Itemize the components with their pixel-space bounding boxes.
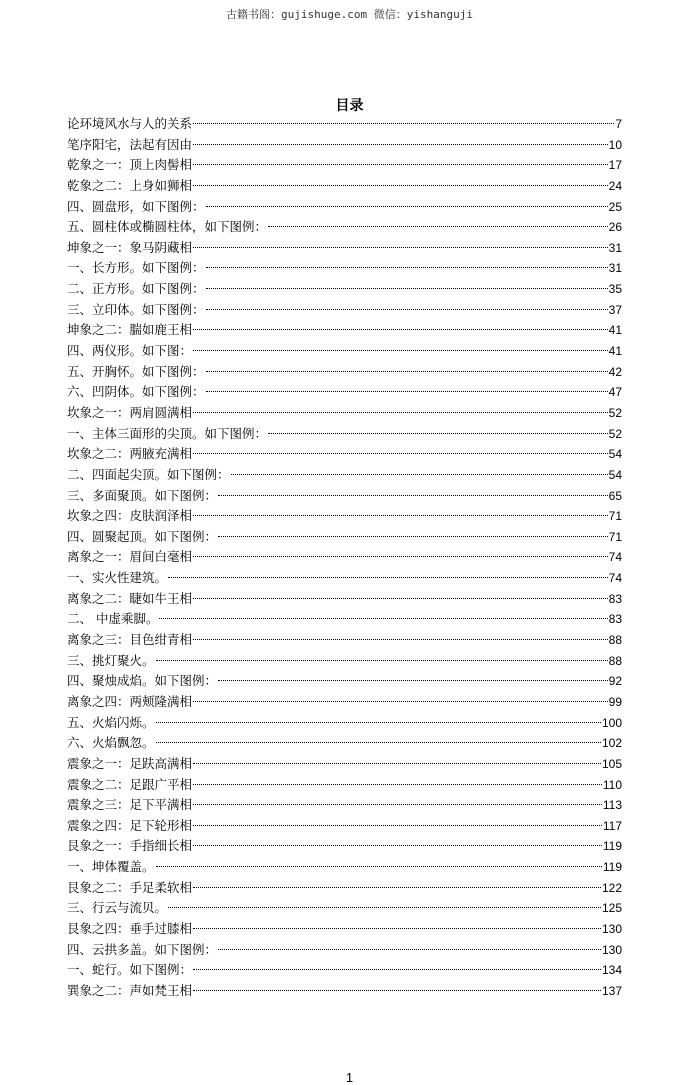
dot-leader bbox=[218, 949, 601, 950]
toc-entry-label: 五、开胸怀。如下图例： bbox=[67, 363, 205, 379]
toc-entry-page: 41 bbox=[608, 323, 622, 338]
toc-entry-label: 二、正方形。如下图例： bbox=[67, 281, 205, 297]
toc-entry[interactable] bbox=[67, 217, 622, 238]
toc-entry-page: 83 bbox=[608, 591, 622, 606]
toc-entry-label: 震象之一：足趺高满相 bbox=[67, 755, 193, 771]
toc-entry-page: 117 bbox=[602, 818, 622, 833]
toc-entry-label: 四、圆聚起顶。如下图例： bbox=[67, 528, 218, 544]
toc-entry-label: 五、圆柱体或椭圆柱体，如下图例： bbox=[67, 219, 268, 235]
toc-entry[interactable] bbox=[67, 527, 622, 548]
toc-entry[interactable] bbox=[67, 630, 622, 651]
toc-entry-label: 一、长方形。如下图例： bbox=[67, 260, 205, 276]
toc-entry-label: 震象之二：足跟广平相 bbox=[67, 776, 193, 792]
toc-entry-page: 31 bbox=[608, 240, 622, 255]
toc-entry-page: 41 bbox=[608, 344, 622, 359]
toc-entry-label: 笔序阳宅，法起有因由 bbox=[67, 136, 193, 152]
toc-entry[interactable] bbox=[67, 568, 622, 589]
dot-leader bbox=[193, 329, 608, 330]
toc-entry-label: 艮象之一：手指细长相 bbox=[67, 838, 193, 854]
toc-entry[interactable] bbox=[67, 506, 622, 527]
dot-leader bbox=[193, 701, 608, 702]
toc-entry[interactable] bbox=[67, 671, 622, 692]
toc-entry[interactable] bbox=[67, 775, 622, 796]
toc-entry-label: 四、圆盘形，如下图例： bbox=[67, 198, 205, 214]
toc-entry-page: 102 bbox=[601, 736, 622, 751]
toc-entry[interactable] bbox=[67, 960, 622, 981]
toc-entry[interactable] bbox=[67, 733, 622, 754]
dot-leader bbox=[193, 928, 601, 929]
toc-entry-label: 离象之四：两颊隆满相 bbox=[67, 693, 193, 709]
dot-leader bbox=[193, 556, 608, 557]
dot-leader bbox=[193, 123, 614, 124]
toc-entry[interactable] bbox=[67, 898, 622, 919]
dot-leader bbox=[193, 969, 601, 970]
toc-entry-page: 74 bbox=[608, 550, 622, 565]
toc-entry-page: 130 bbox=[601, 942, 622, 957]
dot-leader bbox=[168, 577, 608, 578]
toc-entry-page: 17 bbox=[608, 158, 622, 173]
toc-entry-label: 坤象之一：象马阴藏相 bbox=[67, 239, 193, 255]
dot-leader bbox=[193, 185, 608, 186]
dot-leader bbox=[193, 639, 608, 640]
toc-entry-page: 88 bbox=[608, 653, 622, 668]
toc-entry-label: 坤象之二：腨如鹿王相 bbox=[67, 322, 193, 338]
toc-entry[interactable] bbox=[67, 320, 622, 341]
toc-entry[interactable] bbox=[67, 176, 622, 197]
toc-entry-label: 坎象之四：皮肤润泽相 bbox=[67, 508, 193, 524]
dot-leader bbox=[268, 226, 608, 227]
dot-leader bbox=[218, 536, 608, 537]
toc-entry-label: 离象之三：目色绀青相 bbox=[67, 632, 193, 648]
dot-leader bbox=[206, 288, 608, 289]
toc-entry[interactable] bbox=[67, 155, 622, 176]
toc-entry[interactable] bbox=[67, 444, 622, 465]
toc-entry-label: 巽象之二：声如梵王相 bbox=[67, 982, 193, 998]
toc-entry-label: 一、实火性建筑。 bbox=[67, 570, 168, 586]
toc-entry-page: 71 bbox=[608, 529, 622, 544]
toc-entry[interactable] bbox=[67, 713, 622, 734]
toc-entry-page: 122 bbox=[601, 880, 622, 895]
dot-leader bbox=[193, 412, 608, 413]
toc-entry[interactable] bbox=[67, 857, 622, 878]
toc-entry-page: 137 bbox=[601, 983, 622, 998]
toc-entry-page: 26 bbox=[608, 220, 622, 235]
toc-entry-label: 三、多面聚顶。如下图例： bbox=[67, 487, 218, 503]
toc-entry[interactable] bbox=[67, 424, 622, 445]
toc-entry[interactable] bbox=[67, 300, 622, 321]
toc-entry-page: 125 bbox=[601, 901, 622, 916]
dot-leader bbox=[206, 267, 608, 268]
toc-entry[interactable] bbox=[67, 362, 622, 383]
dot-leader bbox=[193, 990, 601, 991]
toc-entry-page: 37 bbox=[608, 302, 622, 317]
toc-entry-page: 10 bbox=[608, 137, 622, 152]
toc-entry-page: 54 bbox=[608, 467, 622, 482]
toc-entry-label: 离象之一：眉间白毫相 bbox=[67, 549, 193, 565]
dot-leader bbox=[218, 495, 608, 496]
dot-leader bbox=[206, 206, 608, 207]
toc-entry-page: 52 bbox=[608, 426, 622, 441]
toc-entry[interactable] bbox=[67, 382, 622, 403]
toc-entry-label: 震象之三：足下平满相 bbox=[67, 797, 193, 813]
toc-entry-page: 100 bbox=[601, 715, 622, 730]
dot-leader bbox=[206, 309, 608, 310]
toc-entry[interactable] bbox=[67, 589, 622, 610]
toc-entry[interactable] bbox=[67, 238, 622, 259]
dot-leader bbox=[193, 845, 602, 846]
toc-entry[interactable] bbox=[67, 403, 622, 424]
toc-entry[interactable] bbox=[67, 258, 622, 279]
toc-entry[interactable] bbox=[67, 114, 622, 135]
toc-entry-label: 论环境风水与人的关系 bbox=[67, 116, 193, 131]
toc-entry[interactable] bbox=[67, 754, 622, 775]
table-of-contents bbox=[67, 114, 622, 1002]
toc-entry-label: 四、两仪形。如下图： bbox=[67, 343, 193, 359]
toc-entry[interactable] bbox=[67, 609, 622, 630]
dot-leader bbox=[193, 453, 608, 454]
toc-entry-label: 六、火焰飘忽。 bbox=[67, 735, 155, 751]
dot-leader bbox=[156, 722, 601, 723]
page-title: 目录 bbox=[335, 98, 364, 114]
toc-entry[interactable] bbox=[67, 279, 622, 300]
toc-entry-page: 25 bbox=[608, 199, 622, 214]
toc-entry-label: 一、坤体覆盖。 bbox=[67, 859, 155, 875]
toc-entry-page: 110 bbox=[602, 777, 622, 792]
toc-entry-page: 54 bbox=[608, 447, 622, 462]
toc-entry[interactable] bbox=[67, 940, 622, 961]
toc-entry-page: 35 bbox=[608, 282, 622, 297]
toc-entry-page: 105 bbox=[601, 756, 622, 771]
toc-entry-label: 乾象之二：上身如狮相 bbox=[67, 177, 193, 193]
dot-leader bbox=[193, 784, 602, 785]
toc-entry-page: 83 bbox=[608, 612, 622, 627]
toc-entry-label: 震象之四：足下轮形相 bbox=[67, 817, 193, 833]
toc-entry-label: 四、云拱多盖。如下图例： bbox=[67, 941, 218, 957]
dot-leader bbox=[268, 433, 608, 434]
toc-entry-page: 47 bbox=[608, 385, 622, 400]
toc-entry[interactable] bbox=[67, 692, 622, 713]
toc-entry-label: 乾象之一：顶上肉髻相 bbox=[67, 157, 193, 173]
toc-entry-page: 134 bbox=[601, 963, 622, 978]
toc-entry-label: 五、火焰闪烁。 bbox=[67, 714, 155, 730]
toc-entry-page: 113 bbox=[602, 798, 622, 813]
toc-entry[interactable] bbox=[67, 816, 622, 837]
toc-entry-label: 一、主体三面形的尖顶。如下图例： bbox=[67, 425, 268, 441]
dot-leader bbox=[193, 763, 601, 764]
toc-entry[interactable] bbox=[67, 486, 622, 507]
toc-entry-label: 六、凹阴体。如下图例： bbox=[67, 384, 205, 400]
dot-leader bbox=[193, 825, 602, 826]
toc-entry-label: 艮象之四：垂手过膝相 bbox=[67, 920, 193, 936]
toc-entry[interactable] bbox=[67, 135, 622, 156]
toc-entry[interactable] bbox=[67, 197, 622, 218]
toc-entry-page: 119 bbox=[602, 860, 622, 875]
toc-entry-page: 119 bbox=[602, 839, 622, 854]
toc-entry[interactable] bbox=[67, 341, 622, 362]
toc-entry-page: 71 bbox=[608, 509, 622, 524]
dot-leader bbox=[231, 474, 608, 475]
dot-leader bbox=[193, 164, 608, 165]
toc-entry[interactable] bbox=[67, 795, 622, 816]
toc-entry-page: 65 bbox=[608, 488, 622, 503]
dot-leader bbox=[193, 247, 608, 248]
page-number: 1 bbox=[345, 1070, 354, 1085]
dot-leader bbox=[193, 598, 608, 599]
dot-leader bbox=[193, 515, 608, 516]
toc-entry-page: 42 bbox=[608, 364, 622, 379]
toc-entry[interactable] bbox=[67, 878, 622, 899]
toc-entry-label: 一、蛇行。如下图例： bbox=[67, 962, 193, 978]
toc-entry[interactable] bbox=[67, 981, 622, 1002]
dot-leader bbox=[156, 866, 602, 867]
toc-entry-label: 坎象之二：两腋充满相 bbox=[67, 446, 193, 462]
toc-entry-page: 31 bbox=[608, 261, 622, 276]
toc-entry-label: 二、 中虚乘脚。 bbox=[67, 611, 159, 627]
dot-leader bbox=[206, 371, 608, 372]
toc-entry-label: 三、挑灯聚火。 bbox=[67, 652, 155, 668]
dot-leader bbox=[193, 887, 601, 888]
toc-entry-label: 艮象之二：手足柔软相 bbox=[67, 879, 193, 895]
dot-leader bbox=[156, 660, 608, 661]
toc-entry[interactable] bbox=[67, 465, 622, 486]
toc-entry-page: 24 bbox=[608, 178, 622, 193]
dot-leader bbox=[156, 742, 601, 743]
dot-leader bbox=[206, 391, 608, 392]
page-header: 古籍书阁：gujishuge.com 微信：yishanguji bbox=[226, 8, 473, 21]
toc-entry[interactable] bbox=[67, 836, 622, 857]
toc-entry-label: 坎象之一：两肩圆满相 bbox=[67, 404, 193, 420]
dot-leader bbox=[193, 144, 608, 145]
dot-leader bbox=[193, 350, 608, 351]
dot-leader bbox=[168, 907, 601, 908]
toc-entry-page: 130 bbox=[601, 921, 622, 936]
toc-entry-page: 74 bbox=[608, 571, 622, 586]
toc-entry-label: 三、立印体。如下图例： bbox=[67, 301, 205, 317]
toc-entry-page: 92 bbox=[608, 674, 622, 689]
toc-entry-label: 三、行云与流贝。 bbox=[67, 900, 168, 916]
toc-entry-page: 88 bbox=[608, 633, 622, 648]
dot-leader bbox=[159, 618, 607, 619]
toc-entry-label: 四、聚烛成焰。如下图例： bbox=[67, 673, 218, 689]
toc-entry[interactable] bbox=[67, 919, 622, 940]
toc-entry-label: 二、四面起尖顶。如下图例： bbox=[67, 466, 230, 482]
dot-leader bbox=[218, 680, 608, 681]
toc-entry[interactable] bbox=[67, 651, 622, 672]
dot-leader bbox=[193, 804, 602, 805]
toc-entry-page: 99 bbox=[608, 694, 622, 709]
toc-entry-label: 离象之二：睫如牛王相 bbox=[67, 590, 193, 606]
toc-entry[interactable] bbox=[67, 547, 622, 568]
toc-entry-page: 52 bbox=[608, 405, 622, 420]
toc-entry-page: 7 bbox=[615, 117, 622, 131]
